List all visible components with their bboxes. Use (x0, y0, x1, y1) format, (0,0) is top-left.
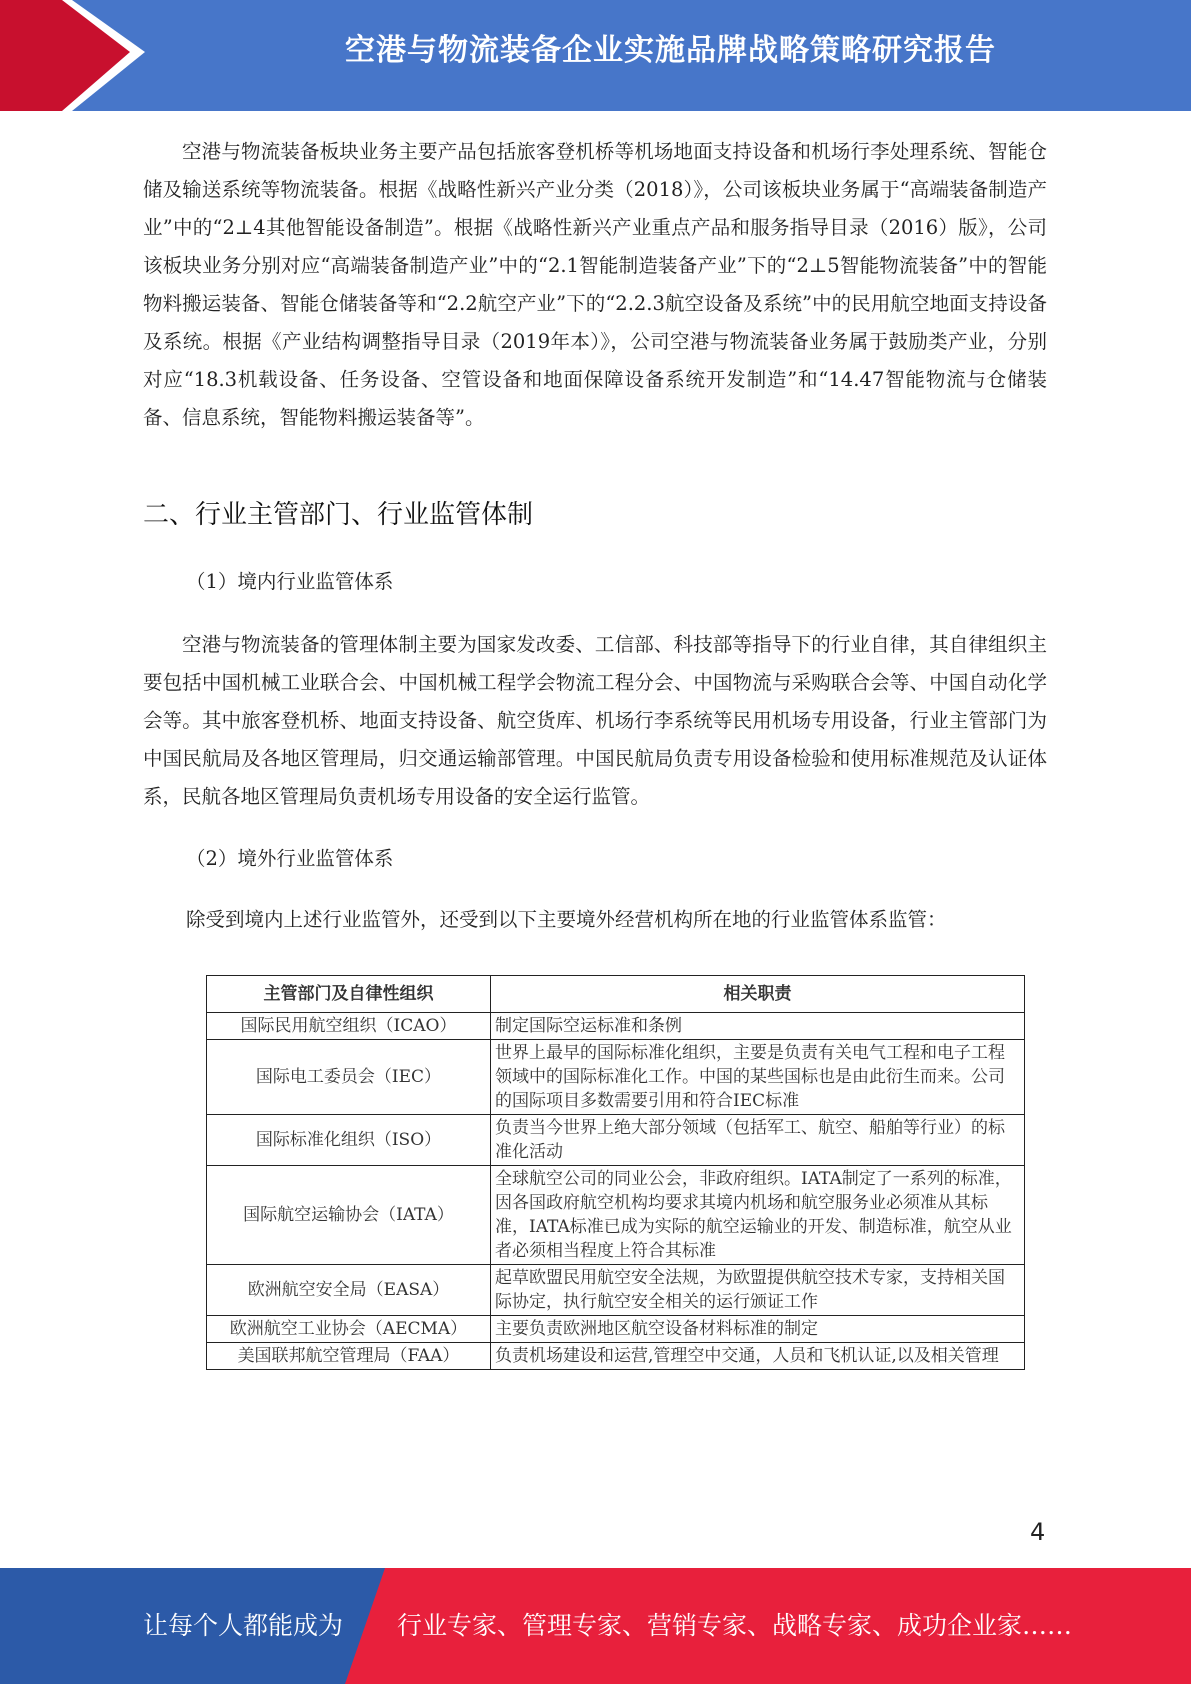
duty-cell: 全球航空公司的同业公会，非政府组织。IATA制定了一系列的标准，因各国政府航空机构均要求其境内机场和航空服务业必须准从其标准，IATA标准已成为实际的航空运输业的开发、制造标准，航空从业者必须相当程度上符合其标准 (491, 1166, 1025, 1265)
table-row (207, 1013, 1025, 1040)
intro-paragraph: 空港与物流装备板块业务主要产品包括旅客登机桥等机场地面支持设备和机场行李处理系统、智能仓储及输送系统等物流装备。根据《战略性新兴产业分类（2018）》，公司该板块业务属于“高端装备制造产业”中的“2⊥4其他智能设备制造”。根据《战略性新兴产业重点产品和服务指导目录（2016）版》，公司该板块业务分别对应“高端装备制造产业”中的“2.1智能制造装备产业”下的“2⊥5智能物流装备”中的智能物料搬运装备、智能仓储装备等和“2.2航空产业”下的“2.2.3航空设备及系统”中的民用航空地面支持设备及系统。根据《产业结构调整指导目录（2019年本）》，公司空港与物流装备业务属于鼓励类产业，分别对应“18.3机载设备、任务设备、空管设备和地面保障设备系统开发制造”和“14.47智能物流与仓储装备、信息系统，智能物料搬运装备等”。 (143, 140, 1047, 429)
table-row (207, 1343, 1025, 1370)
page-header-title: 空港与物流装备企业实施品牌战略策略研究报告 (345, 33, 996, 68)
duty-cell: 负责当今世界上绝大部分领域（包括军工、航空、船舶等行业）的标准化活动 (491, 1115, 1025, 1166)
table-header-org: 主管部门及自律性组织 (207, 976, 491, 1013)
duty-cell: 世界上最早的国际标准化组织，主要是负责有关电气工程和电子工程领域中的国际标准化工作。中国的某些国标也是由此衍生而来。公司的国际项目多数需要引用和符合IEC标准 (491, 1040, 1025, 1115)
table-row (207, 1166, 1025, 1265)
org-cell: 国际航空运输协会（IATA） (207, 1166, 491, 1265)
org-cell: 国际电工委员会（IEC） (207, 1040, 491, 1115)
section-heading: 二、行业主管部门、行业监管体制 (143, 500, 534, 530)
duty-cell: 制定国际空运标准和条例 (491, 1013, 1025, 1040)
duty-cell: 主要负责欧洲地区航空设备材料标准的制定 (491, 1316, 1025, 1343)
table-row (207, 1040, 1025, 1115)
domestic-paragraph: 空港与物流装备的管理体制主要为国家发改委、工信部、科技部等指导下的行业自律，其自律组织主要包括中国机械工业联合会、中国机械工程学会物流工程分会、中国物流与采购联合会等、中国自动化学会等。其中旅客登机桥、地面支持设备、航空货库、机场行李系统等民用机场专用设备，行业主管部门为中国民航局及各地区管理局，归交通运输部管理。中国民航局负责专用设备检验和使用标准规范及认证体系，民航各地区管理局负责机场专用设备的安全运行监管。 (143, 633, 1047, 808)
org-cell: 国际民用航空组织（ICAO） (207, 1013, 491, 1040)
org-cell: 欧洲航空安全局（EASA） (207, 1265, 491, 1316)
page-header (0, 0, 1191, 111)
org-cell: 欧洲航空工业协会（AECMA） (207, 1316, 491, 1343)
footer-slogan-left: 让每个人都能成为 (143, 1611, 344, 1640)
subsection-domestic-title: （1）境内行业监管体系 (186, 570, 394, 593)
table-header-duty: 相关职责 (491, 976, 1025, 1013)
page-number: 4 (1030, 1518, 1046, 1546)
duty-cell: 起草欧盟民用航空安全法规，为欧盟提供航空技术专家，支持相关国际协定，执行航空安全相关的运行颁证工作 (491, 1265, 1025, 1316)
org-cell: 美国联邦航空管理局（FAA） (207, 1343, 491, 1370)
subsection-overseas-title: （2）境外行业监管体系 (186, 847, 394, 870)
table-row (207, 1265, 1025, 1316)
table-header-row (207, 976, 1025, 1013)
footer-slogan-right: 行业专家、管理专家、营销专家、战略专家、成功企业家…… (397, 1611, 1073, 1640)
overseas-intro: 除受到境内上述行业监管外，还受到以下主要境外经营机构所在地的行业监管体系监管： (186, 908, 947, 931)
table-row (207, 1115, 1025, 1166)
org-cell: 国际标准化组织（ISO） (207, 1115, 491, 1166)
page-footer (0, 1568, 1191, 1684)
regulator-table (206, 975, 1025, 1370)
duty-cell: 负责机场建设和运营,管理空中交通，人员和飞机认证,以及相关管理 (491, 1343, 1025, 1370)
table-row (207, 1316, 1025, 1343)
